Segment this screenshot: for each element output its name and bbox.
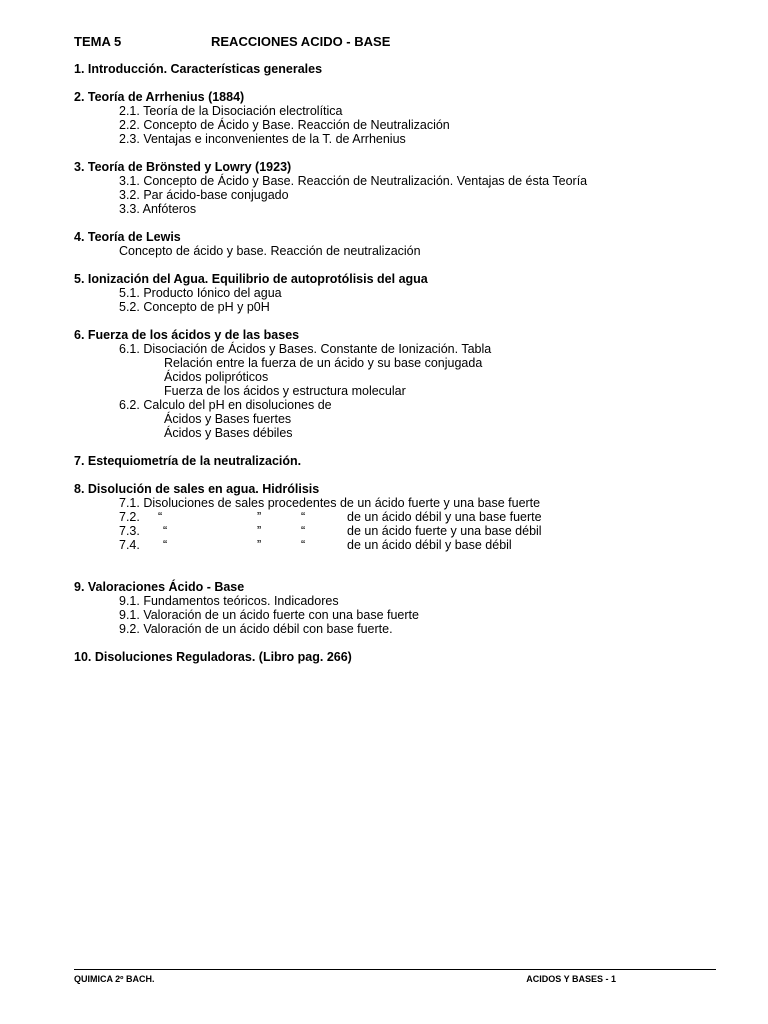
section-title: 2. Teoría de Arrhenius (1884) <box>74 90 245 104</box>
ditto-row <box>74 538 714 552</box>
footer-course: QUIMICA 2º BACH. <box>74 974 155 984</box>
row-text: de un ácido fuerte y una base débil <box>347 524 542 538</box>
subsection-item: 9.1. Fundamentos teóricos. Indicadores <box>119 594 339 608</box>
subsection-item: 5.1. Producto Iónico del agua <box>119 286 282 300</box>
section-3 <box>74 160 714 216</box>
section-9 <box>74 580 714 636</box>
subsection-item: 3.3. Anfóteros <box>119 202 197 216</box>
subsection-item: Concepto de ácido y base. Reacción de neutralización <box>119 244 421 258</box>
subsection-item: 2.2. Concepto de Ácido y Base. Reacción de Neutralización <box>119 118 450 132</box>
page-header <box>74 34 391 49</box>
section-title: 8. Disolución de sales en agua. Hidrólisis <box>74 482 320 496</box>
ditto-mark: “ <box>301 538 306 552</box>
section-8 <box>74 482 714 552</box>
section-title: 7. Estequiometría de la neutralización. <box>74 454 302 468</box>
section-10 <box>74 650 714 664</box>
subsection-item: 6.1. Disociación de Ácidos y Bases. Constante de Ionización. Tabla <box>119 342 492 356</box>
topic-title: REACCIONES ACIDO - BASE <box>211 34 391 49</box>
section-6 <box>74 328 714 440</box>
ditto-mark: ” <box>257 524 262 538</box>
subsection-item: 9.2. Valoración de un ácido débil con base fuerte. <box>119 622 393 636</box>
subsection-item: 3.1. Concepto de Ácido y Base. Reacción de Neutralización. Ventajas de ésta Teoría <box>119 174 588 188</box>
ditto-row <box>74 510 714 524</box>
ditto-mark: “ <box>301 510 306 524</box>
section-2 <box>74 90 714 146</box>
sub-subsection-item: Fuerza de los ácidos y estructura molecular <box>164 384 406 398</box>
topic-number: TEMA 5 <box>74 34 122 49</box>
ditto-mark: “ <box>301 524 306 538</box>
section-4 <box>74 230 714 258</box>
table-of-contents <box>74 62 714 678</box>
section-title: 4. Teoría de Lewis <box>74 230 181 244</box>
ditto-mark: “ <box>163 538 168 552</box>
row-text: de un ácido débil y una base fuerte <box>347 510 542 524</box>
section-5 <box>74 272 714 314</box>
section-title: 3. Teoría de Brönsted y Lowry (1923) <box>74 160 292 174</box>
section-title: 10. Disoluciones Reguladoras. (Libro pag. 266) <box>74 650 352 664</box>
sub-subsection-item: Relación entre la fuerza de un ácido y su base conjugada <box>164 356 483 370</box>
row-number: 7.2. <box>119 510 140 524</box>
section-title: 6. Fuerza de los ácidos y de las bases <box>74 328 300 342</box>
subsection-item: 2.1. Teoría de la Disociación electrolítica <box>119 104 343 118</box>
subsection-item: 9.1. Valoración de un ácido fuerte con una base fuerte <box>119 608 419 622</box>
subsection-item: 7.1. Disoluciones de sales procedentes de un ácido fuerte y una base fuerte <box>119 496 541 510</box>
section-title: 1. Introducción. Características generales <box>74 62 323 76</box>
ditto-mark: ” <box>257 538 262 552</box>
sub-subsection-item: Ácidos y Bases débiles <box>164 426 293 440</box>
subsection-item: 5.2. Concepto de pH y p0H <box>119 300 270 314</box>
section-1 <box>74 62 714 76</box>
subsection-item: 2.3. Ventajas e inconvenientes de la T. de Arrhenius <box>119 132 406 146</box>
section-title: 5. Ionización del Agua. Equilibrio de autoprotólisis del agua <box>74 272 428 286</box>
row-text: de un ácido débil y base débil <box>347 538 512 552</box>
sub-subsection-item: Ácidos polipróticos <box>164 370 269 384</box>
row-number: 7.4. <box>119 538 140 552</box>
section-title: 9. Valoraciones Ácido - Base <box>74 580 245 594</box>
subsection-item: 6.2. Calculo del pH en disoluciones de <box>119 398 332 412</box>
section-7 <box>74 454 714 468</box>
ditto-mark: ” <box>257 510 262 524</box>
ditto-mark: “ <box>158 510 163 524</box>
ditto-mark: “ <box>163 524 168 538</box>
subsection-item: 3.2. Par ácido-base conjugado <box>119 188 289 202</box>
sub-subsection-item: Ácidos y Bases fuertes <box>164 412 292 426</box>
ditto-row <box>74 524 714 538</box>
footer-page-label: ACIDOS Y BASES - 1 <box>526 974 616 984</box>
footer-divider <box>74 969 716 970</box>
row-number: 7.3. <box>119 524 140 538</box>
